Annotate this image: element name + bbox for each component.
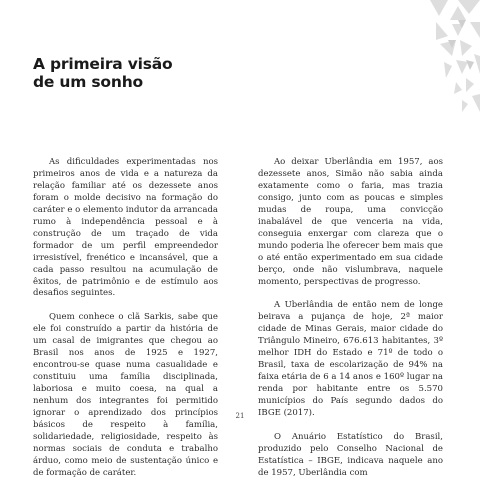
paragraph: O Anuário Estatístico do Brasil, produzido pelo Conselho Nacional de Estatística – IBGE, indicava naquele ano de 1957, Uberlândia com — [258, 431, 443, 478]
chapter-title — [33, 55, 172, 91]
right-text-column — [258, 157, 443, 492]
paragraph: Ao deixar Uberlândia em 1957, aos dezessete anos, Simão não sabia ainda exatamente como o faria, mas trazia consigo, junto com as poucas e simples mudas de roupa, uma convicção inabalável de que venceria na vida, conseguia enxergar com clareza que o mundo poderia lhe oferecer bem mais que o até então experimentado em sua cidade berço, onde não vislumbrava, naquele momento, perspectivas de progresso. — [258, 157, 443, 287]
paragraph: Quem conhece o clã Sarkis, sabe que ele foi construído a partir da história de um casal de imigrantes que chegou ao Brasil nos anos de 1925 e 1927, encontrou-se quase numa casualidade e constituiu uma família disciplinada, laboriosa e muito coesa, na qual a nenhum dos integrantes foi permitido ignorar o aprendizado dos princípios básicos de respeito à família, solidariedade, religiosidade, respeito às normas sociais de conduta e trabalho árduo, como meio de sustentação único e de formação de caráter. — [33, 312, 218, 478]
geometric-star-ornament-icon — [400, 0, 480, 115]
chapter-title-line-2: de um sonho — [33, 73, 143, 91]
chapter-title-line-1: A primeira visão — [33, 55, 173, 73]
page-number: 21 — [235, 412, 245, 420]
paragraph: As dificuldades experimentadas nos primeiros anos de vida e a natureza da relação familiar até os dezessete anos foram o molde decisivo na formação do caráter e o elemento indutor da arrancada rumo à independência pessoal e à construção de um traçado de vida formador de um perfil empreendedor irresistível, frenético e incansável, que a cada passo resultou na acumulação de êxitos, de patrimônio e de estímulo aos desafios seguintes. — [33, 157, 219, 299]
paragraph: A Uberlândia de então nem de longe beirava a pujança de hoje, 2ª maior cidade de Minas Gerais, maior cidade do Triângulo Mineiro, 676.613 habitantes, 3º melhor IDH do Estado e 71º de todo o Brasil, taxa de escolarização de 94% na faixa etária de 6 a 14 anos e 160º lugar na renda por habitante entre os 5.570 municípios do País segundo dados do IBGE (2017). — [258, 300, 443, 418]
left-text-column — [33, 157, 218, 492]
